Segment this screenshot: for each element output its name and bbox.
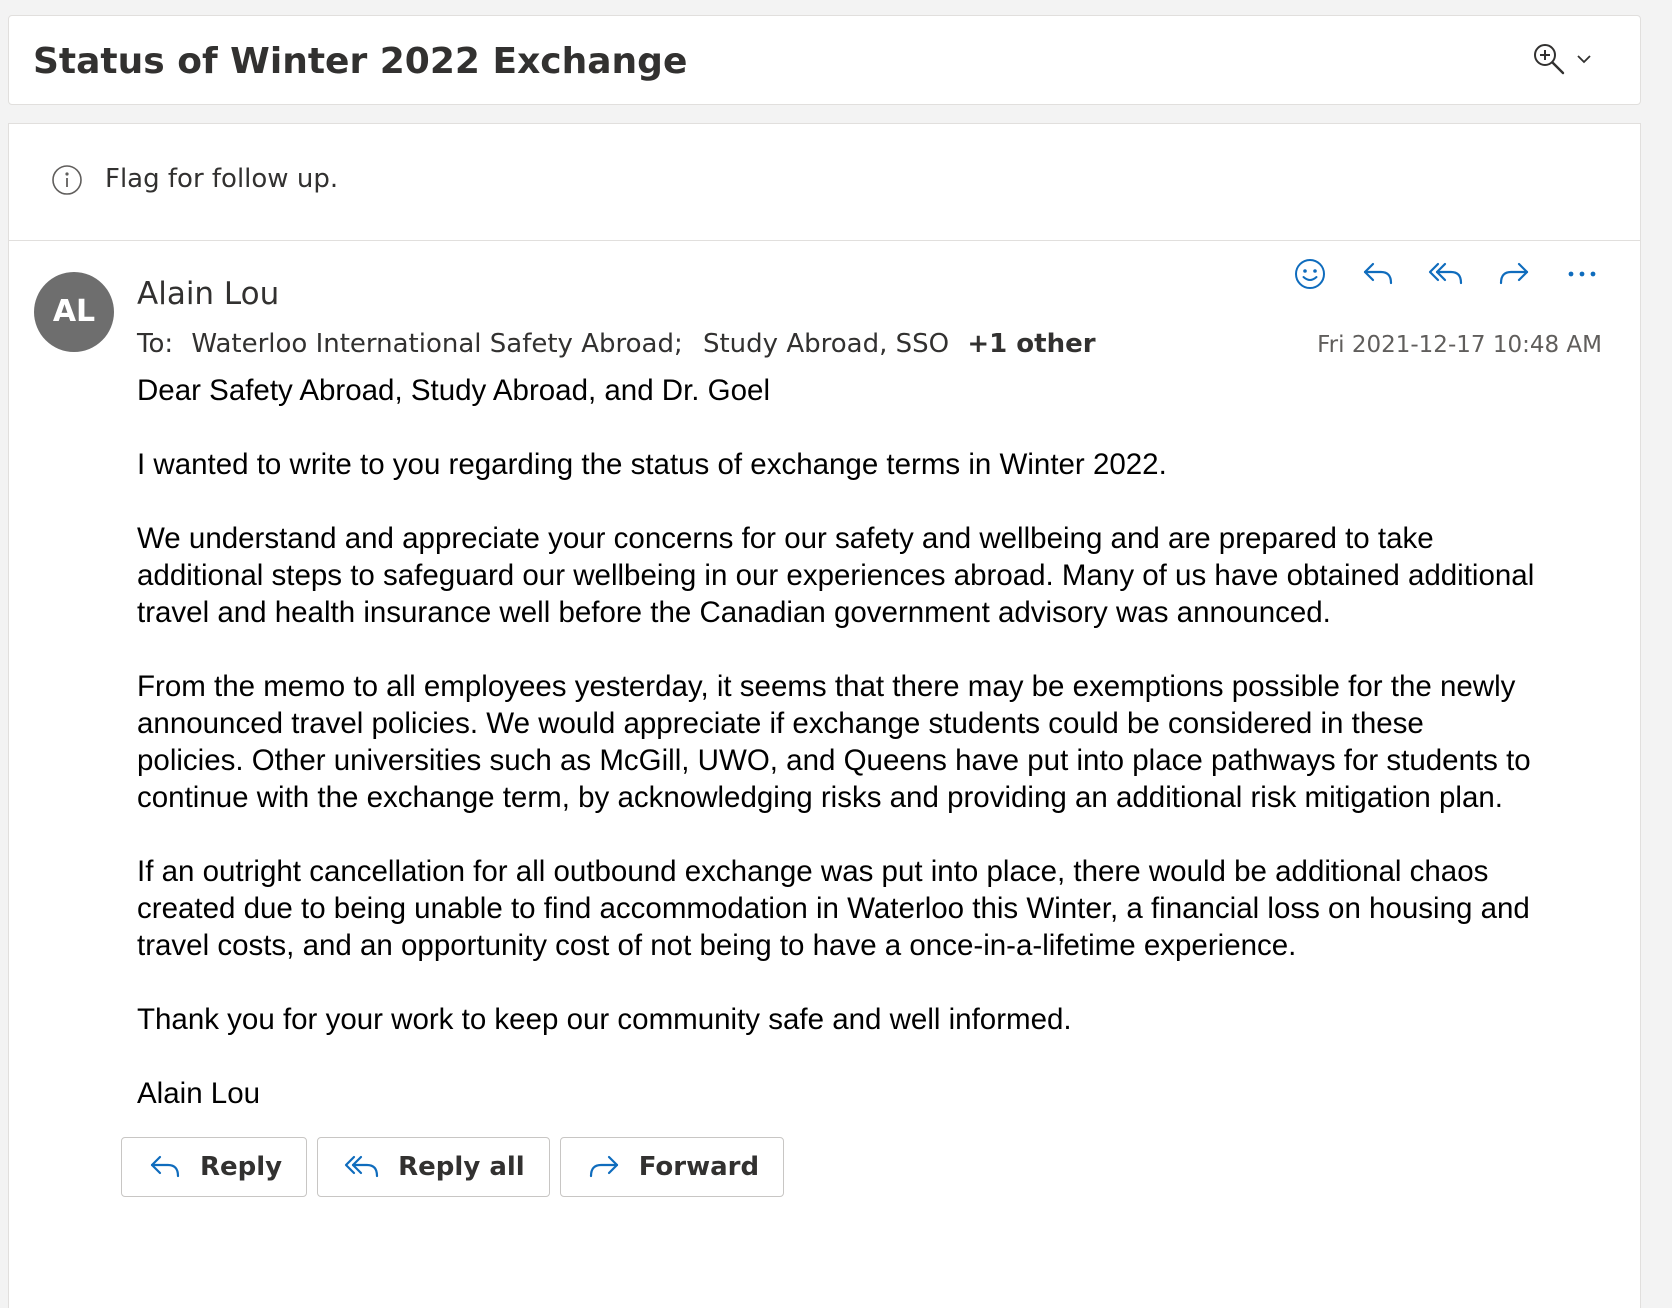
body-paragraph: If an outright cancellation for all outbound exchange was put into place, there would be additional chaos created due to being unable to find accommodation in Waterloo this Winter, a financial loss on housing and travel costs, and an opportunity cost of not being to have a once-in-a-lifetime experience. bbox=[137, 855, 1530, 962]
info-icon bbox=[51, 164, 83, 200]
chevron-down-icon[interactable] bbox=[1576, 53, 1592, 65]
message-actions bbox=[1290, 254, 1602, 294]
reply-all-button[interactable] bbox=[317, 1137, 550, 1197]
zoom-in-icon[interactable] bbox=[1532, 42, 1566, 76]
body-paragraph: We understand and appreciate your concerns for our safety and wellbeing and are prepared to take additional steps to safeguard our wellbeing in our experiences abroad. Many of us have obtained additional travel and health insurance well before the Canadian government advisory was announced. bbox=[137, 522, 1535, 629]
recipient[interactable]: Study Abroad, SSO bbox=[702, 329, 950, 359]
reply-all-icon bbox=[344, 1152, 380, 1182]
subject-bar bbox=[8, 15, 1641, 105]
more-recipients-link[interactable]: +1 other bbox=[967, 329, 1096, 359]
body-paragraph: Thank you for your work to keep our community safe and well informed. bbox=[137, 1003, 1072, 1036]
more-options-icon[interactable] bbox=[1562, 254, 1602, 294]
zoom-control[interactable] bbox=[1532, 42, 1592, 76]
subject-title: Status of Winter 2022 Exchange bbox=[33, 41, 688, 82]
flag-text: Flag for follow up. bbox=[105, 164, 339, 194]
forward-icon[interactable] bbox=[1494, 254, 1534, 294]
recipient[interactable]: Waterloo International Safety Abroad; bbox=[191, 329, 683, 359]
reply-icon[interactable] bbox=[1358, 254, 1398, 294]
reply-all-icon[interactable] bbox=[1426, 254, 1466, 294]
flag-info-bar bbox=[9, 124, 1640, 241]
response-buttons bbox=[121, 1137, 784, 1197]
reply-all-button-label: Reply all bbox=[398, 1152, 525, 1182]
emoji-icon[interactable] bbox=[1290, 254, 1330, 294]
to-label: To: bbox=[137, 329, 174, 359]
timestamp: Fri 2021-12-17 10:48 AM bbox=[1317, 332, 1602, 358]
forward-button[interactable] bbox=[560, 1137, 784, 1197]
reply-icon bbox=[148, 1152, 182, 1182]
message-card bbox=[8, 123, 1641, 1308]
sender-name[interactable]: Alain Lou bbox=[137, 276, 280, 312]
reply-button-label: Reply bbox=[200, 1152, 283, 1182]
forward-icon bbox=[587, 1152, 621, 1182]
message-body bbox=[137, 372, 1537, 1112]
body-paragraph: Dear Safety Abroad, Study Abroad, and Dr. Goel bbox=[137, 374, 770, 407]
body-paragraph: I wanted to write to you regarding the status of exchange terms in Winter 2022. bbox=[137, 448, 1167, 481]
body-paragraph: From the memo to all employees yesterday, it seems that there may be exemptions possible for the newly announced travel policies. We would appreciate if exchange students could be considered in these policies. Other universities such as McGill, UWO, and Queens have put into place pathways for students to continue with the exchange term, by acknowledging risks and providing an additional risk mitigation plan. bbox=[137, 670, 1531, 814]
forward-button-label: Forward bbox=[638, 1152, 760, 1182]
reply-button[interactable] bbox=[121, 1137, 307, 1197]
avatar[interactable]: AL bbox=[34, 272, 114, 352]
recipients-line bbox=[137, 329, 1096, 359]
signature: Alain Lou bbox=[137, 1077, 261, 1110]
